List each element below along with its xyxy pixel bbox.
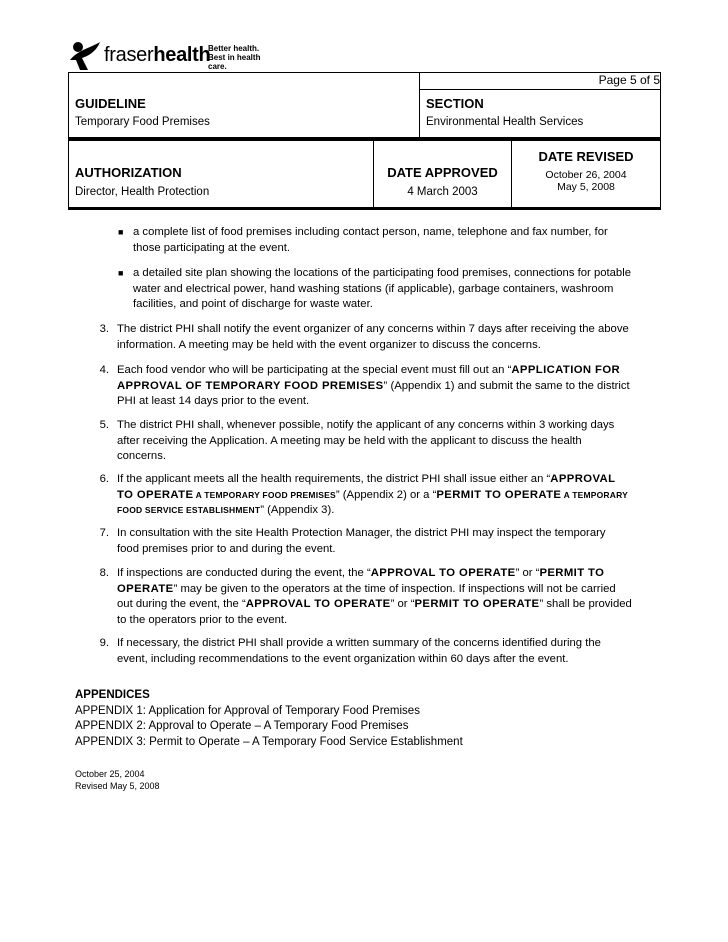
- brand-name: fraserhealth: [104, 44, 211, 66]
- authorization-value: Director, Health Protection: [75, 186, 210, 198]
- appendix-1: APPENDIX 1: Application for Approval of Temporary Food Premises: [75, 704, 420, 717]
- footer-date: October 25, 2004: [75, 769, 145, 779]
- fraserhealth-logo-icon: [68, 38, 102, 72]
- section-value: Environmental Health Services: [420, 113, 661, 139]
- footer-dates: [75, 768, 160, 792]
- authorization-header-table: [68, 140, 661, 210]
- fraserhealth-logo: [68, 38, 268, 74]
- guideline-heading: GUIDELINE: [75, 95, 146, 111]
- date-approved-value: 4 March 2003: [407, 186, 478, 198]
- guideline-header-table: [68, 72, 661, 140]
- date-revised-heading: DATE REVISED: [538, 149, 634, 164]
- page-number: Page 5 of 5: [420, 73, 661, 90]
- bullet-square-icon: ■: [118, 268, 124, 278]
- appendices-section: [75, 688, 463, 750]
- appendix-3: APPENDIX 3: Permit to Operate – A Temporary Food Service Establishment: [75, 735, 463, 748]
- date-approved-heading: DATE APPROVED: [387, 165, 498, 180]
- footer-revised-date: Revised May 5, 2008: [75, 781, 160, 791]
- appendices-heading: APPENDICES: [75, 689, 150, 701]
- guideline-value: Temporary Food Premises: [69, 113, 420, 139]
- date-revised-value-2: May 5, 2008: [557, 181, 615, 193]
- bullet-square-icon: ■: [118, 227, 124, 237]
- date-revised-value-1: October 26, 2004: [545, 169, 627, 181]
- tagline: Better health. Best in health care.: [208, 44, 261, 71]
- section-heading: SECTION: [426, 96, 484, 111]
- authorization-heading: AUTHORIZATION: [75, 165, 182, 180]
- appendix-2: APPENDIX 2: Approval to Operate – A Temporary Food Premises: [75, 720, 409, 732]
